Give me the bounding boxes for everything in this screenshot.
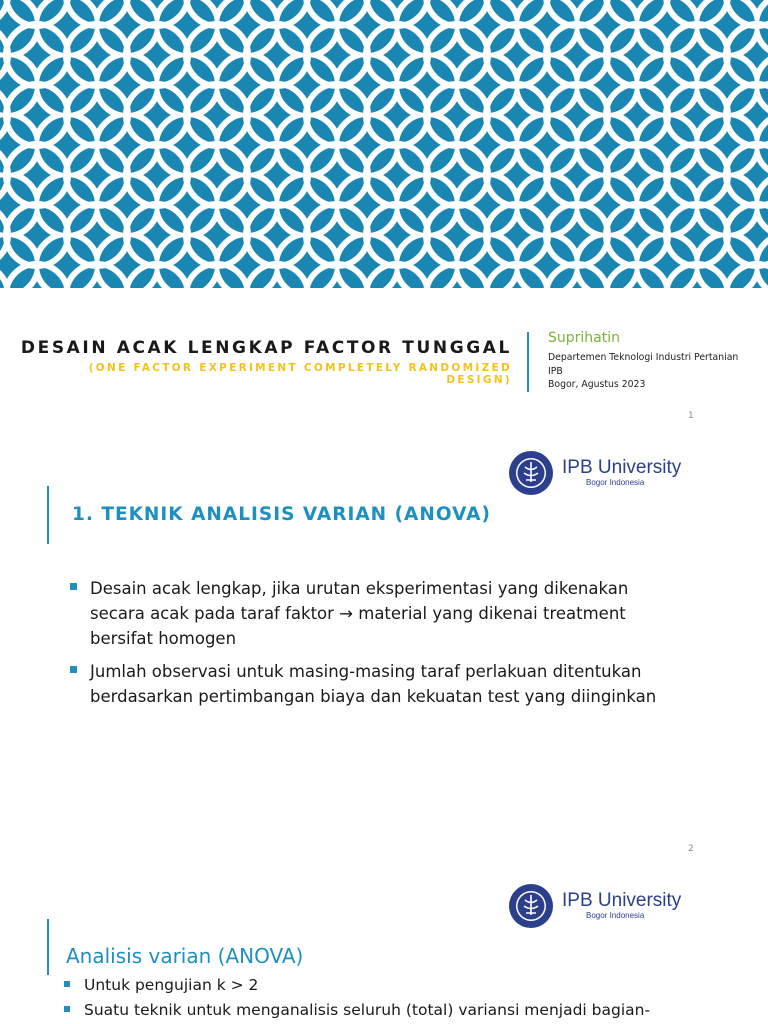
bullet-list xyxy=(68,576,688,717)
section-heading: 1. TEKNIK ANALISIS VARIAN (ANOVA) xyxy=(72,504,491,525)
logo-name: IPB University xyxy=(562,890,682,911)
affiliation-line: Departemen Teknologi Industri Pertanian xyxy=(548,352,739,363)
ipb-seal-icon xyxy=(508,450,554,496)
heading-accent-bar xyxy=(47,486,49,544)
logo-tagline: Bogor Indonesia xyxy=(586,478,645,487)
logo-name: IPB University xyxy=(562,457,682,478)
ipb-seal-icon xyxy=(508,883,554,929)
bullet-list xyxy=(62,974,702,1024)
logo-tagline: Bogor Indonesia xyxy=(586,911,645,920)
list-item: Untuk pengujian k > 2 xyxy=(62,974,702,996)
affiliation-line: IPB xyxy=(548,365,563,377)
author-name: Suprihatin xyxy=(548,330,620,346)
list-item: Desain acak lengkap, jika urutan eksperimentasi yang dikenakan secara acak pada taraf faktor → material yang dikenai treatment bersifat homogen xyxy=(68,576,688,651)
affiliation-line: Bogor, Agustus 2023 xyxy=(548,379,646,390)
ipb-logo xyxy=(508,450,681,496)
presentation-subtitle: (ONE FACTOR EXPERIMENT COMPLETELY RANDOMIZED DESIGN) xyxy=(88,362,512,386)
ipb-logo xyxy=(508,883,681,929)
page-number: 2 xyxy=(688,844,694,854)
heading-accent-bar xyxy=(47,919,49,975)
page-number: 1 xyxy=(688,411,694,421)
presentation-title: DESAIN ACAK LENGKAP FACTOR TUNGGAL xyxy=(20,338,512,358)
decorative-pattern-banner xyxy=(0,0,768,288)
section-heading: Analisis varian (ANOVA) xyxy=(66,944,304,968)
list-item: Jumlah observasi untuk masing-masing taraf perlakuan ditentukan berdasarkan pertimbangan biaya dan kekuatan test yang diinginkan xyxy=(68,659,688,709)
title-divider xyxy=(527,332,529,392)
list-item: Suatu teknik untuk menganalisis seluruh (total) variansi menjadi bagian- xyxy=(62,999,702,1021)
author-affiliation xyxy=(548,351,738,392)
